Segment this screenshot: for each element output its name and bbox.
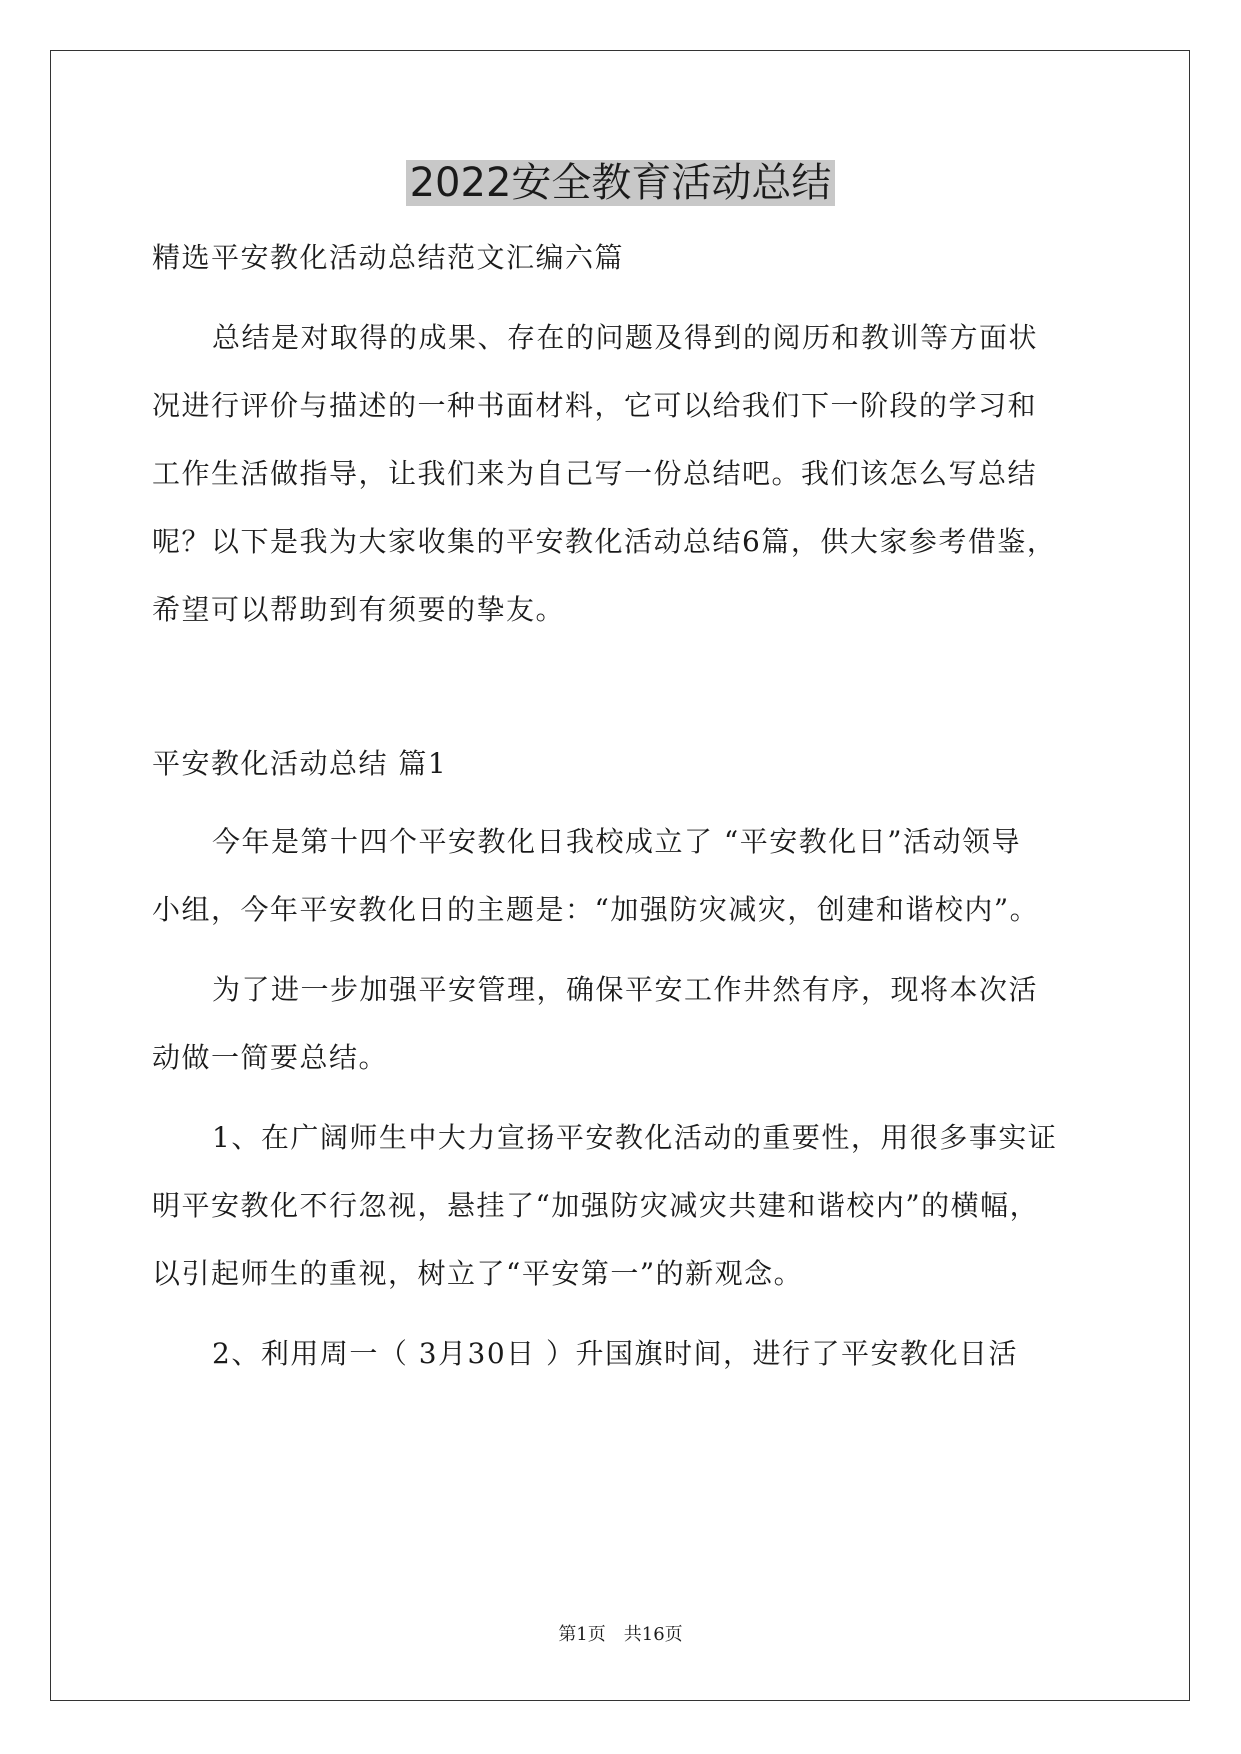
body-line-4: 动做一简要总结。	[152, 1041, 389, 1074]
body-line-8: 2、利用周一（ 3月30日 ）升国旗时间，进行了平安教化日活	[212, 1337, 1019, 1370]
intro-line-4: 呢？以下是我为大家收集的平安教化活动总结6篇，供大家参考借鉴，	[152, 525, 1057, 558]
body-line-7: 以引起师生的重视，树立了“平安第一”的新观念。	[152, 1257, 804, 1290]
intro-line-1: 总结是对取得的成果、存在的问题及得到的阅历和教训等方面状	[212, 321, 1039, 354]
body-line-5: 1、在广阔师生中大力宣扬平安教化活动的重要性，用很多事实证	[212, 1121, 1058, 1154]
intro-line-2: 况进行评价与描述的一种书面材料，它可以给我们下一阶段的学习和	[152, 389, 1038, 422]
page-footer: 第1页 共16页	[558, 1624, 683, 1645]
intro-line-5: 希望可以帮助到有须要的挚友。	[152, 593, 566, 626]
body-line-6: 明平安教化不行忽视，悬挂了“加强防灾减灾共建和谐校内”的横幅，	[152, 1189, 1040, 1222]
body-line-2: 小组，今年平安教化日的主题是：“加强防灾减灾，创建和谐校内”。	[152, 893, 1040, 926]
body-line-1: 今年是第十四个平安教化日我校成立了 “平安教化日”活动领导	[212, 825, 1022, 858]
section-heading: 平安教化活动总结 篇1	[152, 747, 448, 780]
body-line-3: 为了进一步加强平安管理，确保平安工作井然有序，现将本次活	[212, 973, 1039, 1006]
intro-line-3: 工作生活做指导，让我们来为自己写一份总结吧。我们该怎么写总结	[152, 457, 1038, 490]
page-border	[50, 50, 1190, 1701]
document-subtitle: 精选平安教化活动总结范文汇编六篇	[152, 241, 625, 274]
document-title	[0, 152, 1241, 214]
document-title-text: 2022安全教育活动总结	[406, 160, 836, 206]
